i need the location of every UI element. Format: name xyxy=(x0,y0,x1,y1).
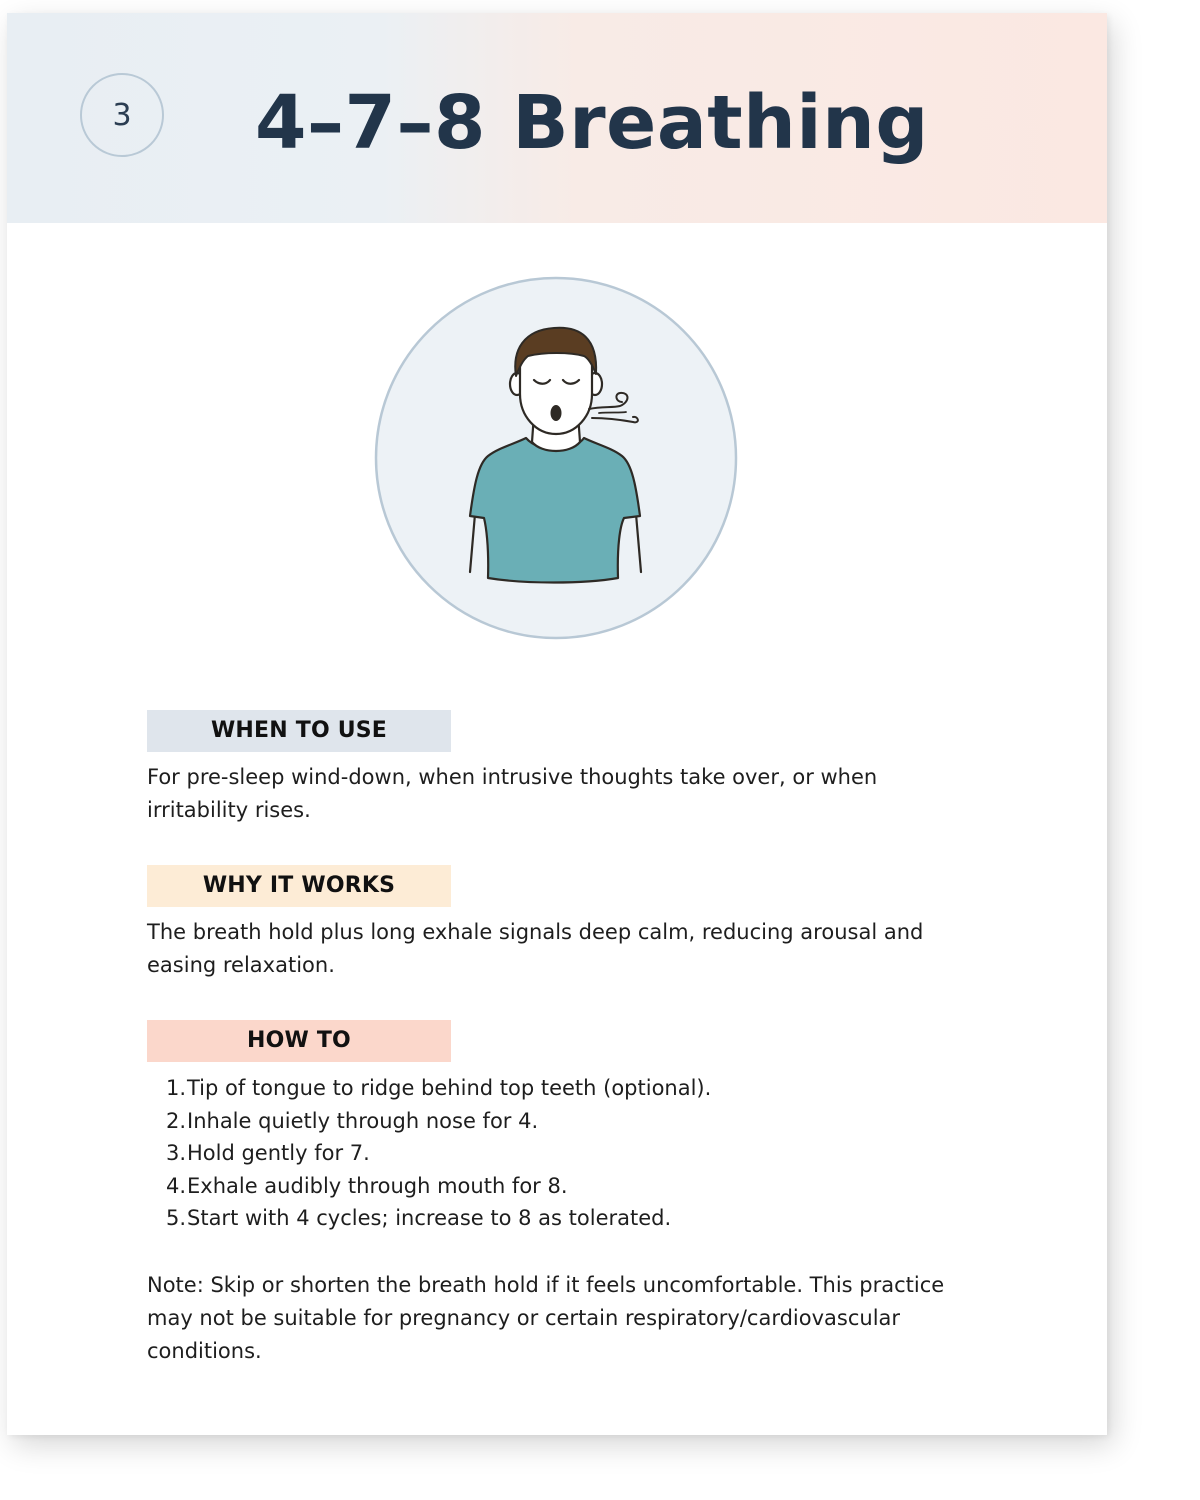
step-text: Tip of tongue to ridge behind top teeth (optional). xyxy=(187,1076,712,1100)
when-to-use-label: WHEN TO USE xyxy=(147,710,451,752)
step-text: Hold gently for 7. xyxy=(187,1141,370,1165)
step-number: 1. xyxy=(166,1076,187,1100)
page xyxy=(7,13,1107,1435)
breath-line-mid xyxy=(599,412,626,413)
step-item xyxy=(166,1137,967,1170)
step-number: 3. xyxy=(166,1141,187,1165)
person-exhaling-icon xyxy=(374,276,738,640)
how-to-label: HOW TO xyxy=(147,1020,451,1062)
step-item xyxy=(166,1105,967,1138)
why-it-works-text: The breath hold plus long exhale signals deep calm, reducing arousal and easing relaxation. xyxy=(147,920,924,977)
when-to-use-text: For pre-sleep wind-down, when intrusive thoughts take over, or when irritability rises. xyxy=(147,765,878,822)
step-text: Start with 4 cycles; increase to 8 as tolerated. xyxy=(187,1206,672,1230)
step-number: 2. xyxy=(166,1108,187,1133)
step-number: 4. xyxy=(166,1173,187,1198)
shirt xyxy=(470,438,640,583)
step-text: Inhale quietly through nose for 4. xyxy=(187,1108,539,1133)
step-number: 5. xyxy=(166,1206,187,1230)
safety-note: Note: Skip or shorten the breath hold if it feels uncomfortable. This practice may not be suitable for pregnancy or certain respiratory/cardiovascular conditions. xyxy=(147,1272,945,1363)
page-header xyxy=(7,13,1107,223)
step-item xyxy=(166,1072,967,1105)
mouth xyxy=(551,405,562,421)
page-number-badge: 3 xyxy=(80,73,164,157)
how-to-steps xyxy=(147,1072,967,1235)
step-text: Exhale audibly through mouth for 8. xyxy=(187,1173,568,1198)
why-it-works-label: WHY IT WORKS xyxy=(147,865,451,907)
page-title: 4–7–8 Breathing xyxy=(255,80,929,166)
content xyxy=(147,710,967,1368)
step-item xyxy=(166,1170,967,1203)
step-item xyxy=(166,1202,967,1235)
